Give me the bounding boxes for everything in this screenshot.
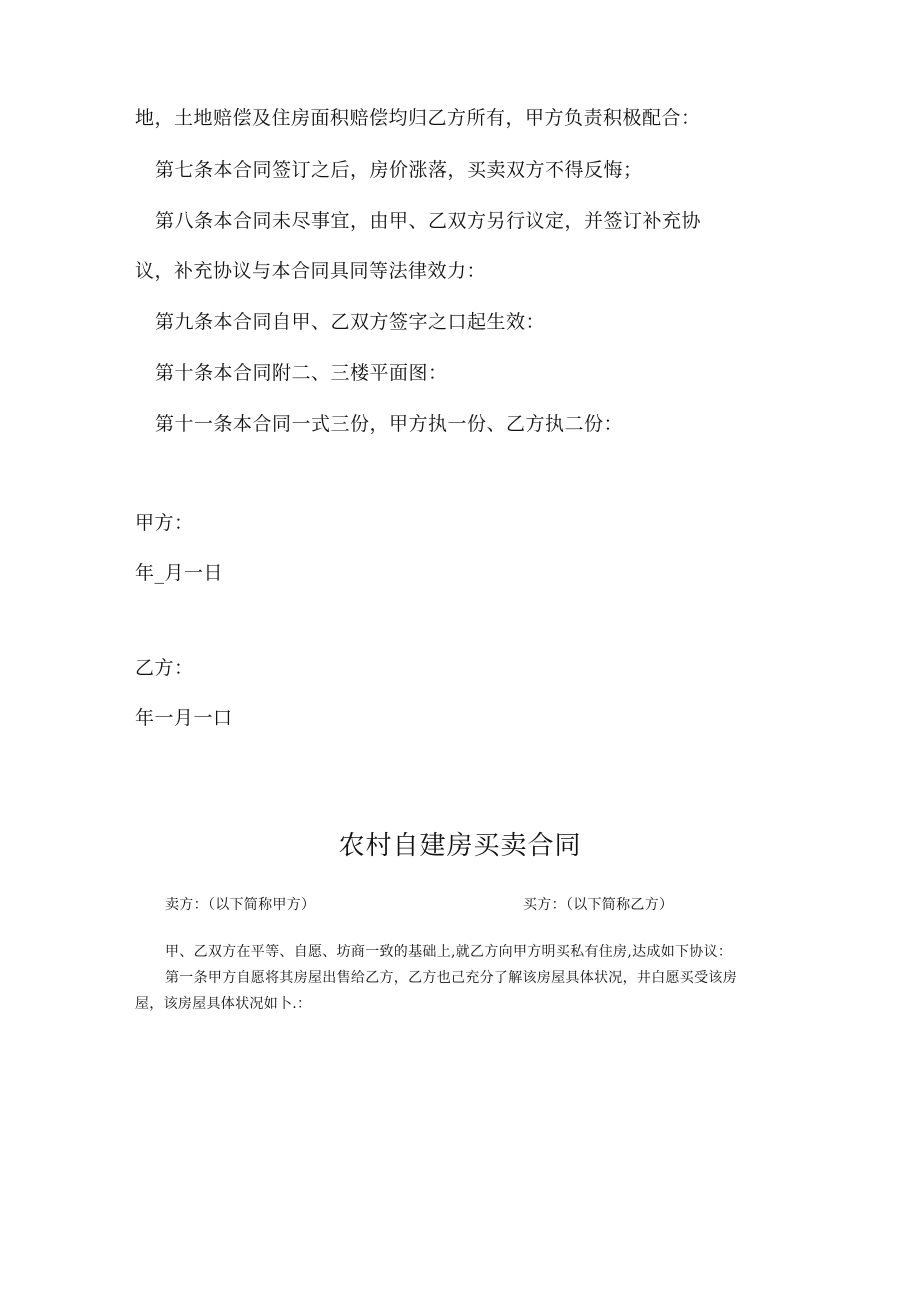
intro-paragraph: 甲、乙双方在平等、自愿、坊商一致的基础上,就乙方向甲方明买私有住房,达成如下协议：: [165, 944, 733, 960]
document-title: 农村自建房买卖合同: [338, 831, 582, 861]
party-a-date: 年_月一日: [135, 562, 224, 584]
party-a-signature-label: 甲方：: [135, 512, 194, 534]
clause-11: 第十一条本合同一式三份，甲方执一份、乙方执二份：: [155, 413, 624, 435]
contract-clause-line: 地，土地赔偿及住房面积赔偿均归乙方所有，甲方负责积极配合：: [135, 107, 701, 129]
clause-8: 第八条本合同未尽事宜，由甲、乙双方另行议定，并签订补充协: [155, 210, 702, 232]
buyer-label: 买方：（以下简称乙方）: [523, 897, 674, 913]
clause-10: 第十条本合同附二、三楼平面图：: [155, 362, 448, 384]
party-b-date: 年一月一口: [135, 707, 233, 729]
party-b-signature-label: 乙方：: [135, 657, 194, 679]
article-1-continued: 屋，该房屋具体状况如卜.：: [135, 996, 312, 1012]
clause-7: 第七条本合同签订之后，房价涨落，买卖双方不得反悔；: [155, 159, 643, 181]
clause-9: 第九条本合同自甲、乙双方签字之口起生效：: [155, 311, 546, 333]
clause-8-continued: 议，补充协议与本合同具同等法律效力：: [135, 260, 487, 282]
seller-label: 卖方：（以下简称甲方）: [165, 897, 316, 913]
article-1-paragraph: 第一条甲方自愿将其房屋出售给乙方，乙方也己充分了解该房屋具体状况，井白愿买受该房: [165, 970, 737, 986]
